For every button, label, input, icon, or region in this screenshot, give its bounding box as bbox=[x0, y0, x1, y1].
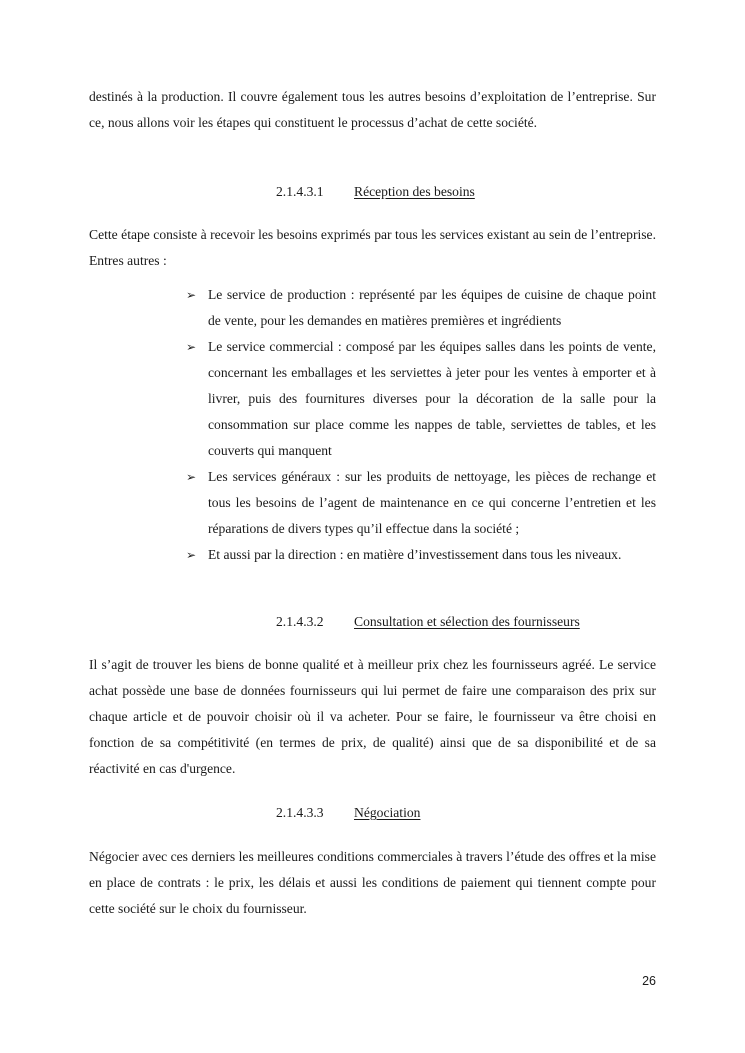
list-item-text: Et aussi par la direction : en matière d’investissement dans tous les niveaux. bbox=[208, 547, 622, 562]
list-item bbox=[186, 282, 656, 334]
arrow-bullet-icon: ➢ bbox=[186, 288, 197, 302]
arrow-bullet-icon: ➢ bbox=[186, 548, 197, 562]
needs-bullet-list bbox=[186, 282, 656, 568]
section-title: Réception des besoins bbox=[354, 184, 475, 199]
page-number: 26 bbox=[642, 974, 656, 988]
arrow-bullet-icon: ➢ bbox=[186, 340, 197, 354]
reception-paragraph: Cette étape consiste à recevoir les besoins exprimés par tous les services existant au sein de l’entreprise. Entres autres : bbox=[89, 227, 656, 268]
section-title: Négociation bbox=[354, 805, 421, 820]
consultation-paragraph: Il s’agit de trouver les biens de bonne qualité et à meilleur prix chez les fournisseurs agréé. Le service achat possède une base de données fournisseurs qui lui permet de faire une comparaison des prix sur chaque article et de pouvoir choisir où il va acheter. Pour se faire, le fournisseur va être choisi en fonction de sa compétitivité (en termes de prix, de qualité) ainsi que de sa disponibilité et de sa réactivité en cas d'urgence. bbox=[89, 657, 656, 776]
section-title: Consultation et sélection des fournisseurs bbox=[354, 614, 580, 629]
intro-paragraph: destinés à la production. Il couvre également tous les autres besoins d’exploitation de l’entreprise. Sur ce, nous allons voir les étapes qui constituent le processus d’achat de cette société. bbox=[89, 89, 656, 130]
section-number: 2.1.4.3.3 bbox=[276, 805, 324, 820]
list-item-text: Le service commercial : composé par les équipes salles dans les points de vente, concernant les emballages et les serviettes à jeter pour les ventes à emporter et à livrer, puis des fournitures diverses pour la décoration de la salle pour la consommation sur place comme les nappes de table, serviettes de tables, et les couverts qui manquent bbox=[208, 339, 656, 458]
list-item-text: Les services généraux : sur les produits de nettoyage, les pièces de rechange et tous les besoins de l’agent de maintenance en ce qui concerne l’entretien et les réparations de divers types qu’il effectue dans la société ; bbox=[208, 469, 656, 536]
section-heading-negociation bbox=[276, 803, 420, 823]
section-number: 2.1.4.3.2 bbox=[276, 614, 324, 629]
list-item bbox=[186, 334, 656, 464]
negociation-paragraph: Négocier avec ces derniers les meilleures conditions commerciales à travers l’étude des offres et la mise en place de contrats : le prix, les délais et aussi les conditions de paiement qui tiennent compte pour cette société sur le choix du fournisseur. bbox=[89, 849, 656, 916]
list-item-text: Le service de production : représenté par les équipes de cuisine de chaque point de vente, pour les demandes en matières premières et ingrédients bbox=[208, 287, 656, 328]
section-heading-consultation bbox=[276, 612, 580, 632]
section-heading-reception bbox=[276, 182, 475, 202]
list-item bbox=[186, 464, 656, 542]
arrow-bullet-icon: ➢ bbox=[186, 470, 197, 484]
section-number: 2.1.4.3.1 bbox=[276, 184, 324, 199]
list-item bbox=[186, 542, 656, 568]
